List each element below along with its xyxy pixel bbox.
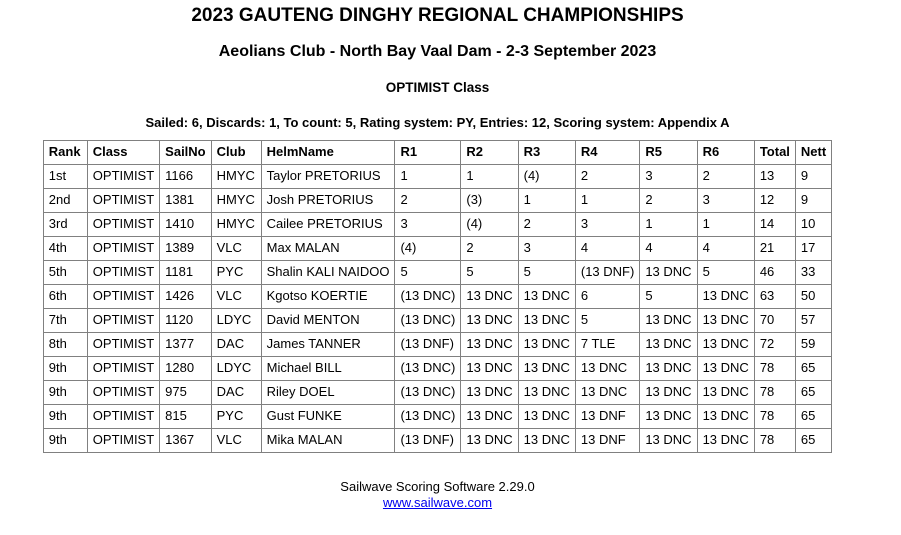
cell-r3: (4) [518, 164, 575, 188]
cell-r5: 13 DNC [640, 404, 697, 428]
cell-r4: 1 [575, 188, 639, 212]
cell-total: 46 [754, 260, 795, 284]
cell-r2: (3) [461, 188, 518, 212]
cell-helmname: Josh PRETORIUS [261, 188, 395, 212]
cell-class: OPTIMIST [87, 428, 159, 452]
cell-class: OPTIMIST [87, 356, 159, 380]
cell-class: OPTIMIST [87, 332, 159, 356]
cell-r6: 13 DNC [697, 308, 754, 332]
cell-helmname: Max MALAN [261, 236, 395, 260]
cell-r1: (13 DNC) [395, 308, 461, 332]
cell-r1: (13 DNF) [395, 332, 461, 356]
cell-rank: 5th [43, 260, 87, 284]
cell-nett: 65 [795, 380, 831, 404]
cell-club: HMYC [211, 188, 261, 212]
column-header-rank: Rank [43, 140, 87, 164]
cell-sailno: 1426 [160, 284, 211, 308]
column-header-helmname: HelmName [261, 140, 395, 164]
cell-sailno: 1410 [160, 212, 211, 236]
cell-nett: 9 [795, 188, 831, 212]
cell-r1: (13 DNC) [395, 284, 461, 308]
header-row [43, 140, 831, 164]
cell-rank: 7th [43, 308, 87, 332]
cell-r3: 1 [518, 188, 575, 212]
cell-nett: 33 [795, 260, 831, 284]
cell-r5: 2 [640, 188, 697, 212]
cell-rank: 9th [43, 428, 87, 452]
cell-r6: 13 DNC [697, 284, 754, 308]
cell-class: OPTIMIST [87, 236, 159, 260]
cell-class: OPTIMIST [87, 164, 159, 188]
cell-r2: 2 [461, 236, 518, 260]
cell-r1: (13 DNC) [395, 356, 461, 380]
cell-r2: 13 DNC [461, 380, 518, 404]
footer [0, 479, 875, 512]
cell-r6: 13 DNC [697, 428, 754, 452]
cell-r6: 4 [697, 236, 754, 260]
column-header-r6: R6 [697, 140, 754, 164]
sailwave-link[interactable]: www.sailwave.com [382, 494, 493, 510]
cell-r4: 13 DNC [575, 380, 639, 404]
cell-club: PYC [211, 404, 261, 428]
column-header-class: Class [87, 140, 159, 164]
cell-club: VLC [211, 284, 261, 308]
cell-r1: 5 [395, 260, 461, 284]
table-row [43, 428, 831, 452]
cell-club: VLC [211, 236, 261, 260]
cell-r5: 13 DNC [640, 332, 697, 356]
column-header-r2: R2 [461, 140, 518, 164]
column-header-r4: R4 [575, 140, 639, 164]
cell-nett: 65 [795, 404, 831, 428]
cell-nett: 65 [795, 428, 831, 452]
cell-class: OPTIMIST [87, 188, 159, 212]
cell-r1: 3 [395, 212, 461, 236]
event-title: 2023 GAUTENG DINGHY REGIONAL CHAMPIONSHIPS [191, 5, 684, 26]
table-row [43, 164, 831, 188]
cell-class: OPTIMIST [87, 404, 159, 428]
table-row [43, 380, 831, 404]
cell-total: 70 [754, 308, 795, 332]
cell-r5: 4 [640, 236, 697, 260]
cell-total: 14 [754, 212, 795, 236]
cell-r4: 5 [575, 308, 639, 332]
cell-rank: 9th [43, 380, 87, 404]
table-row [43, 260, 831, 284]
cell-sailno: 815 [160, 404, 211, 428]
cell-r2: 5 [461, 260, 518, 284]
table-row [43, 212, 831, 236]
cell-sailno: 1381 [160, 188, 211, 212]
results-table-body [43, 164, 831, 452]
cell-total: 78 [754, 428, 795, 452]
cell-rank: 2nd [43, 188, 87, 212]
cell-rank: 6th [43, 284, 87, 308]
cell-r1: (13 DNC) [395, 404, 461, 428]
cell-r5: 13 DNC [640, 260, 697, 284]
column-header-total: Total [754, 140, 795, 164]
column-header-r1: R1 [395, 140, 461, 164]
cell-r6: 2 [697, 164, 754, 188]
cell-r5: 13 DNC [640, 308, 697, 332]
column-header-nett: Nett [795, 140, 831, 164]
cell-r4: 4 [575, 236, 639, 260]
table-row [43, 236, 831, 260]
cell-r3: 5 [518, 260, 575, 284]
cell-r2: 13 DNC [461, 428, 518, 452]
cell-r5: 1 [640, 212, 697, 236]
results-table [43, 140, 832, 453]
cell-nett: 59 [795, 332, 831, 356]
cell-total: 12 [754, 188, 795, 212]
cell-r2: 13 DNC [461, 332, 518, 356]
table-row [43, 188, 831, 212]
column-header-r3: R3 [518, 140, 575, 164]
sailwave-link-row [0, 495, 875, 511]
cell-r3: 13 DNC [518, 332, 575, 356]
cell-sailno: 975 [160, 380, 211, 404]
cell-r3: 13 DNC [518, 404, 575, 428]
cell-r3: 13 DNC [518, 284, 575, 308]
cell-r4: 13 DNC [575, 356, 639, 380]
cell-r5: 3 [640, 164, 697, 188]
cell-total: 21 [754, 236, 795, 260]
cell-helmname: Michael BILL [261, 356, 395, 380]
class-heading: OPTIMIST Class [385, 80, 490, 96]
cell-r6: 13 DNC [697, 404, 754, 428]
cell-club: LDYC [211, 356, 261, 380]
cell-sailno: 1166 [160, 164, 211, 188]
cell-nett: 50 [795, 284, 831, 308]
cell-r4: 13 DNF [575, 404, 639, 428]
cell-r4: 3 [575, 212, 639, 236]
cell-nett: 65 [795, 356, 831, 380]
cell-class: OPTIMIST [87, 212, 159, 236]
cell-r2: 13 DNC [461, 356, 518, 380]
cell-rank: 1st [43, 164, 87, 188]
cell-helmname: Riley DOEL [261, 380, 395, 404]
cell-total: 72 [754, 332, 795, 356]
column-header-sailno: SailNo [160, 140, 211, 164]
cell-rank: 4th [43, 236, 87, 260]
venue-subtitle: Aeolians Club - North Bay Vaal Dam - 2-3 September 2023 [218, 42, 657, 60]
cell-total: 78 [754, 356, 795, 380]
cell-class: OPTIMIST [87, 284, 159, 308]
cell-club: DAC [211, 380, 261, 404]
cell-r3: 13 DNC [518, 308, 575, 332]
cell-nett: 10 [795, 212, 831, 236]
cell-r2: 13 DNC [461, 308, 518, 332]
table-row [43, 308, 831, 332]
cell-club: HMYC [211, 212, 261, 236]
cell-r1: 2 [395, 188, 461, 212]
cell-r5: 13 DNC [640, 356, 697, 380]
cell-helmname: Mika MALAN [261, 428, 395, 452]
cell-r1: (13 DNC) [395, 380, 461, 404]
cell-total: 78 [754, 404, 795, 428]
cell-r2: (4) [461, 212, 518, 236]
cell-total: 63 [754, 284, 795, 308]
cell-rank: 9th [43, 404, 87, 428]
cell-r4: 6 [575, 284, 639, 308]
table-row [43, 332, 831, 356]
column-header-club: Club [211, 140, 261, 164]
table-row [43, 356, 831, 380]
cell-total: 13 [754, 164, 795, 188]
cell-sailno: 1377 [160, 332, 211, 356]
cell-helmname: David MENTON [261, 308, 395, 332]
cell-r3: 13 DNC [518, 380, 575, 404]
cell-r2: 13 DNC [461, 284, 518, 308]
cell-nett: 57 [795, 308, 831, 332]
cell-rank: 9th [43, 356, 87, 380]
cell-club: DAC [211, 332, 261, 356]
cell-r6: 1 [697, 212, 754, 236]
cell-helmname: Gust FUNKE [261, 404, 395, 428]
cell-nett: 9 [795, 164, 831, 188]
cell-sailno: 1280 [160, 356, 211, 380]
cell-r1: (4) [395, 236, 461, 260]
cell-r6: 13 DNC [697, 380, 754, 404]
cell-sailno: 1367 [160, 428, 211, 452]
cell-helmname: Shalin KALI NAIDOO [261, 260, 395, 284]
cell-sailno: 1389 [160, 236, 211, 260]
cell-r4: (13 DNF) [575, 260, 639, 284]
table-row [43, 284, 831, 308]
cell-class: OPTIMIST [87, 380, 159, 404]
cell-rank: 3rd [43, 212, 87, 236]
cell-r4: 13 DNF [575, 428, 639, 452]
cell-r2: 13 DNC [461, 404, 518, 428]
cell-total: 78 [754, 380, 795, 404]
cell-r1: (13 DNF) [395, 428, 461, 452]
cell-r4: 7 TLE [575, 332, 639, 356]
cell-helmname: James TANNER [261, 332, 395, 356]
table-row [43, 404, 831, 428]
cell-rank: 8th [43, 332, 87, 356]
software-credit: Sailwave Scoring Software 2.29.0 [340, 478, 535, 494]
cell-club: PYC [211, 260, 261, 284]
cell-nett: 17 [795, 236, 831, 260]
cell-r2: 1 [461, 164, 518, 188]
cell-class: OPTIMIST [87, 260, 159, 284]
cell-r3: 13 DNC [518, 428, 575, 452]
cell-helmname: Taylor PRETORIUS [261, 164, 395, 188]
cell-r3: 3 [518, 236, 575, 260]
cell-r4: 2 [575, 164, 639, 188]
cell-helmname: Cailee PRETORIUS [261, 212, 395, 236]
cell-sailno: 1120 [160, 308, 211, 332]
cell-class: OPTIMIST [87, 308, 159, 332]
cell-helmname: Kgotso KOERTIE [261, 284, 395, 308]
cell-r6: 13 DNC [697, 356, 754, 380]
cell-r5: 5 [640, 284, 697, 308]
cell-r1: 1 [395, 164, 461, 188]
cell-r3: 13 DNC [518, 356, 575, 380]
cell-club: LDYC [211, 308, 261, 332]
cell-r5: 13 DNC [640, 428, 697, 452]
cell-club: VLC [211, 428, 261, 452]
cell-r6: 13 DNC [697, 332, 754, 356]
cell-sailno: 1181 [160, 260, 211, 284]
cell-club: HMYC [211, 164, 261, 188]
column-header-r5: R5 [640, 140, 697, 164]
cell-r6: 3 [697, 188, 754, 212]
cell-r3: 2 [518, 212, 575, 236]
cell-r6: 5 [697, 260, 754, 284]
cell-r5: 13 DNC [640, 380, 697, 404]
series-summary: Sailed: 6, Discards: 1, To count: 5, Rating system: PY, Entries: 12, Scoring system: Appendix A [145, 114, 730, 130]
